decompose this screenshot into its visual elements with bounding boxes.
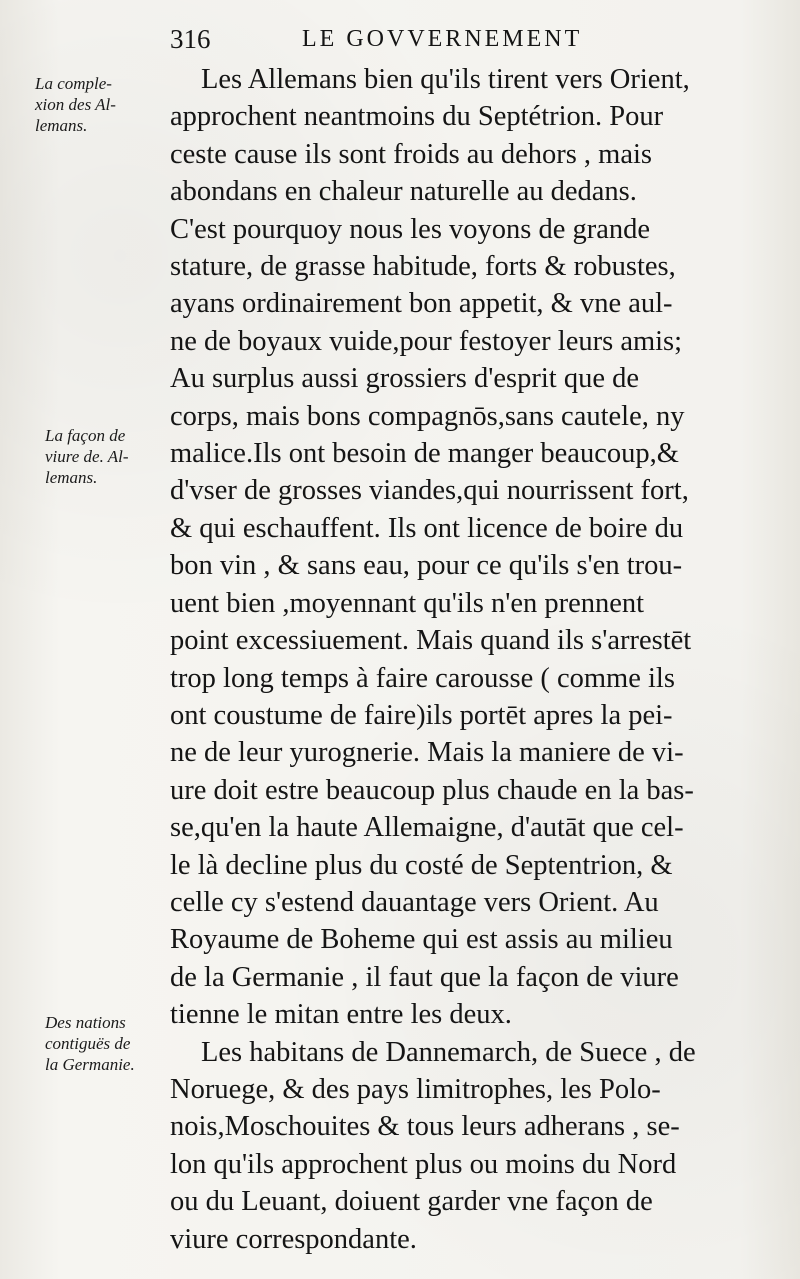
- text-line: ayans ordinairement bon appetit, & vne aul-: [170, 288, 673, 320]
- text-line: malice.Ils ont besoin de manger beaucoup,&: [170, 438, 679, 470]
- text-line: & qui eschauffent. Ils ont licence de boire du: [170, 512, 684, 544]
- text-line: de la Germanie , il faut que la façon de viure: [170, 961, 679, 993]
- text-line: ne de leur yurognerie. Mais la maniere de vi-: [170, 737, 684, 769]
- text-line: tienne le mitan entre les deux.: [170, 999, 512, 1031]
- text-line: corps, mais bons compagnōs,sans cautele, ny: [170, 400, 685, 432]
- margin-note-neighboring-nations: [45, 1012, 167, 1075]
- running-head: LE GOVVERNEMENT: [302, 26, 583, 52]
- text-line: Les habitans de Dannemarch, de Suece , de: [201, 1036, 696, 1068]
- main-text: [170, 61, 760, 1258]
- text-line: Noruege, & des pays limitrophes, les Polo-: [170, 1073, 661, 1105]
- margin-note-line: Des nations: [45, 1013, 126, 1032]
- text-line: viure correspondante.: [170, 1223, 417, 1255]
- text-line: Les Allemans bien qu'ils tirent vers Orient,: [201, 64, 690, 95]
- page-header: [170, 24, 755, 58]
- text-line: ceste cause ils sont froids au dehors , mais: [170, 138, 653, 170]
- margin-note-line: contiguës de: [45, 1034, 131, 1053]
- margin-note-line: lemans.: [35, 116, 88, 135]
- margin-note-line: viure de. Al-: [45, 447, 129, 466]
- text-line: point excessiuement. Mais quand ils s'arrestēt: [170, 625, 692, 657]
- text-line: lon qu'ils approchent plus ou moins du Nord: [170, 1148, 677, 1180]
- text-line: bon vin , & sans eau, pour ce qu'ils s'en trou-: [170, 550, 683, 582]
- text-line: uent bien ,moyennant qu'ils n'en prennent: [170, 587, 645, 619]
- text-line: abondans en chaleur naturelle au dedans.: [170, 176, 637, 208]
- text-line: celle cy s'estend dauantage vers Orient. Au: [170, 886, 659, 918]
- text-line: ou du Leuant, doiuent garder vne façon de: [170, 1186, 653, 1218]
- margin-note-line: La façon de: [45, 426, 126, 445]
- text-line: ure doit estre beaucoup plus chaude en la bas-: [170, 774, 694, 806]
- page-number: 316: [170, 24, 211, 54]
- margin-note-line: La comple-: [35, 74, 112, 93]
- margin-note-line: xion des Al-: [35, 95, 116, 114]
- text-line: le là decline plus du costé de Septentrion, &: [170, 849, 673, 881]
- text-line: Royaume de Boheme qui est assis au milieu: [170, 924, 673, 956]
- text-line: se,qu'en la haute Allemaigne, d'autāt que cel-: [170, 812, 684, 844]
- text-line: ne de boyaux vuide,pour festoyer leurs amis;: [170, 325, 683, 357]
- text-line: approchent neantmoins du Septétrion. Pour: [170, 101, 664, 133]
- text-line: trop long temps à faire carousse ( comme ils: [170, 662, 675, 694]
- text-line: nois,Moschouites & tous leurs adherans , se-: [170, 1111, 680, 1143]
- text-line: ont coustume de faire)ils portēt apres la pei-: [170, 699, 673, 731]
- margin-note-manner-of-living: [45, 425, 160, 488]
- margin-note-complexion: [35, 73, 153, 136]
- text-line: Au surplus aussi grossiers d'esprit que de: [170, 363, 639, 395]
- text-line: stature, de grasse habitude, forts & robustes,: [170, 251, 676, 283]
- margin-note-line: lemans.: [45, 468, 98, 487]
- margin-note-line: la Germanie.: [45, 1055, 135, 1074]
- text-line: d'vser de grosses viandes,qui nourrissent fort,: [170, 475, 689, 507]
- text-line: C'est pourquoy nous les voyons de grande: [170, 213, 651, 245]
